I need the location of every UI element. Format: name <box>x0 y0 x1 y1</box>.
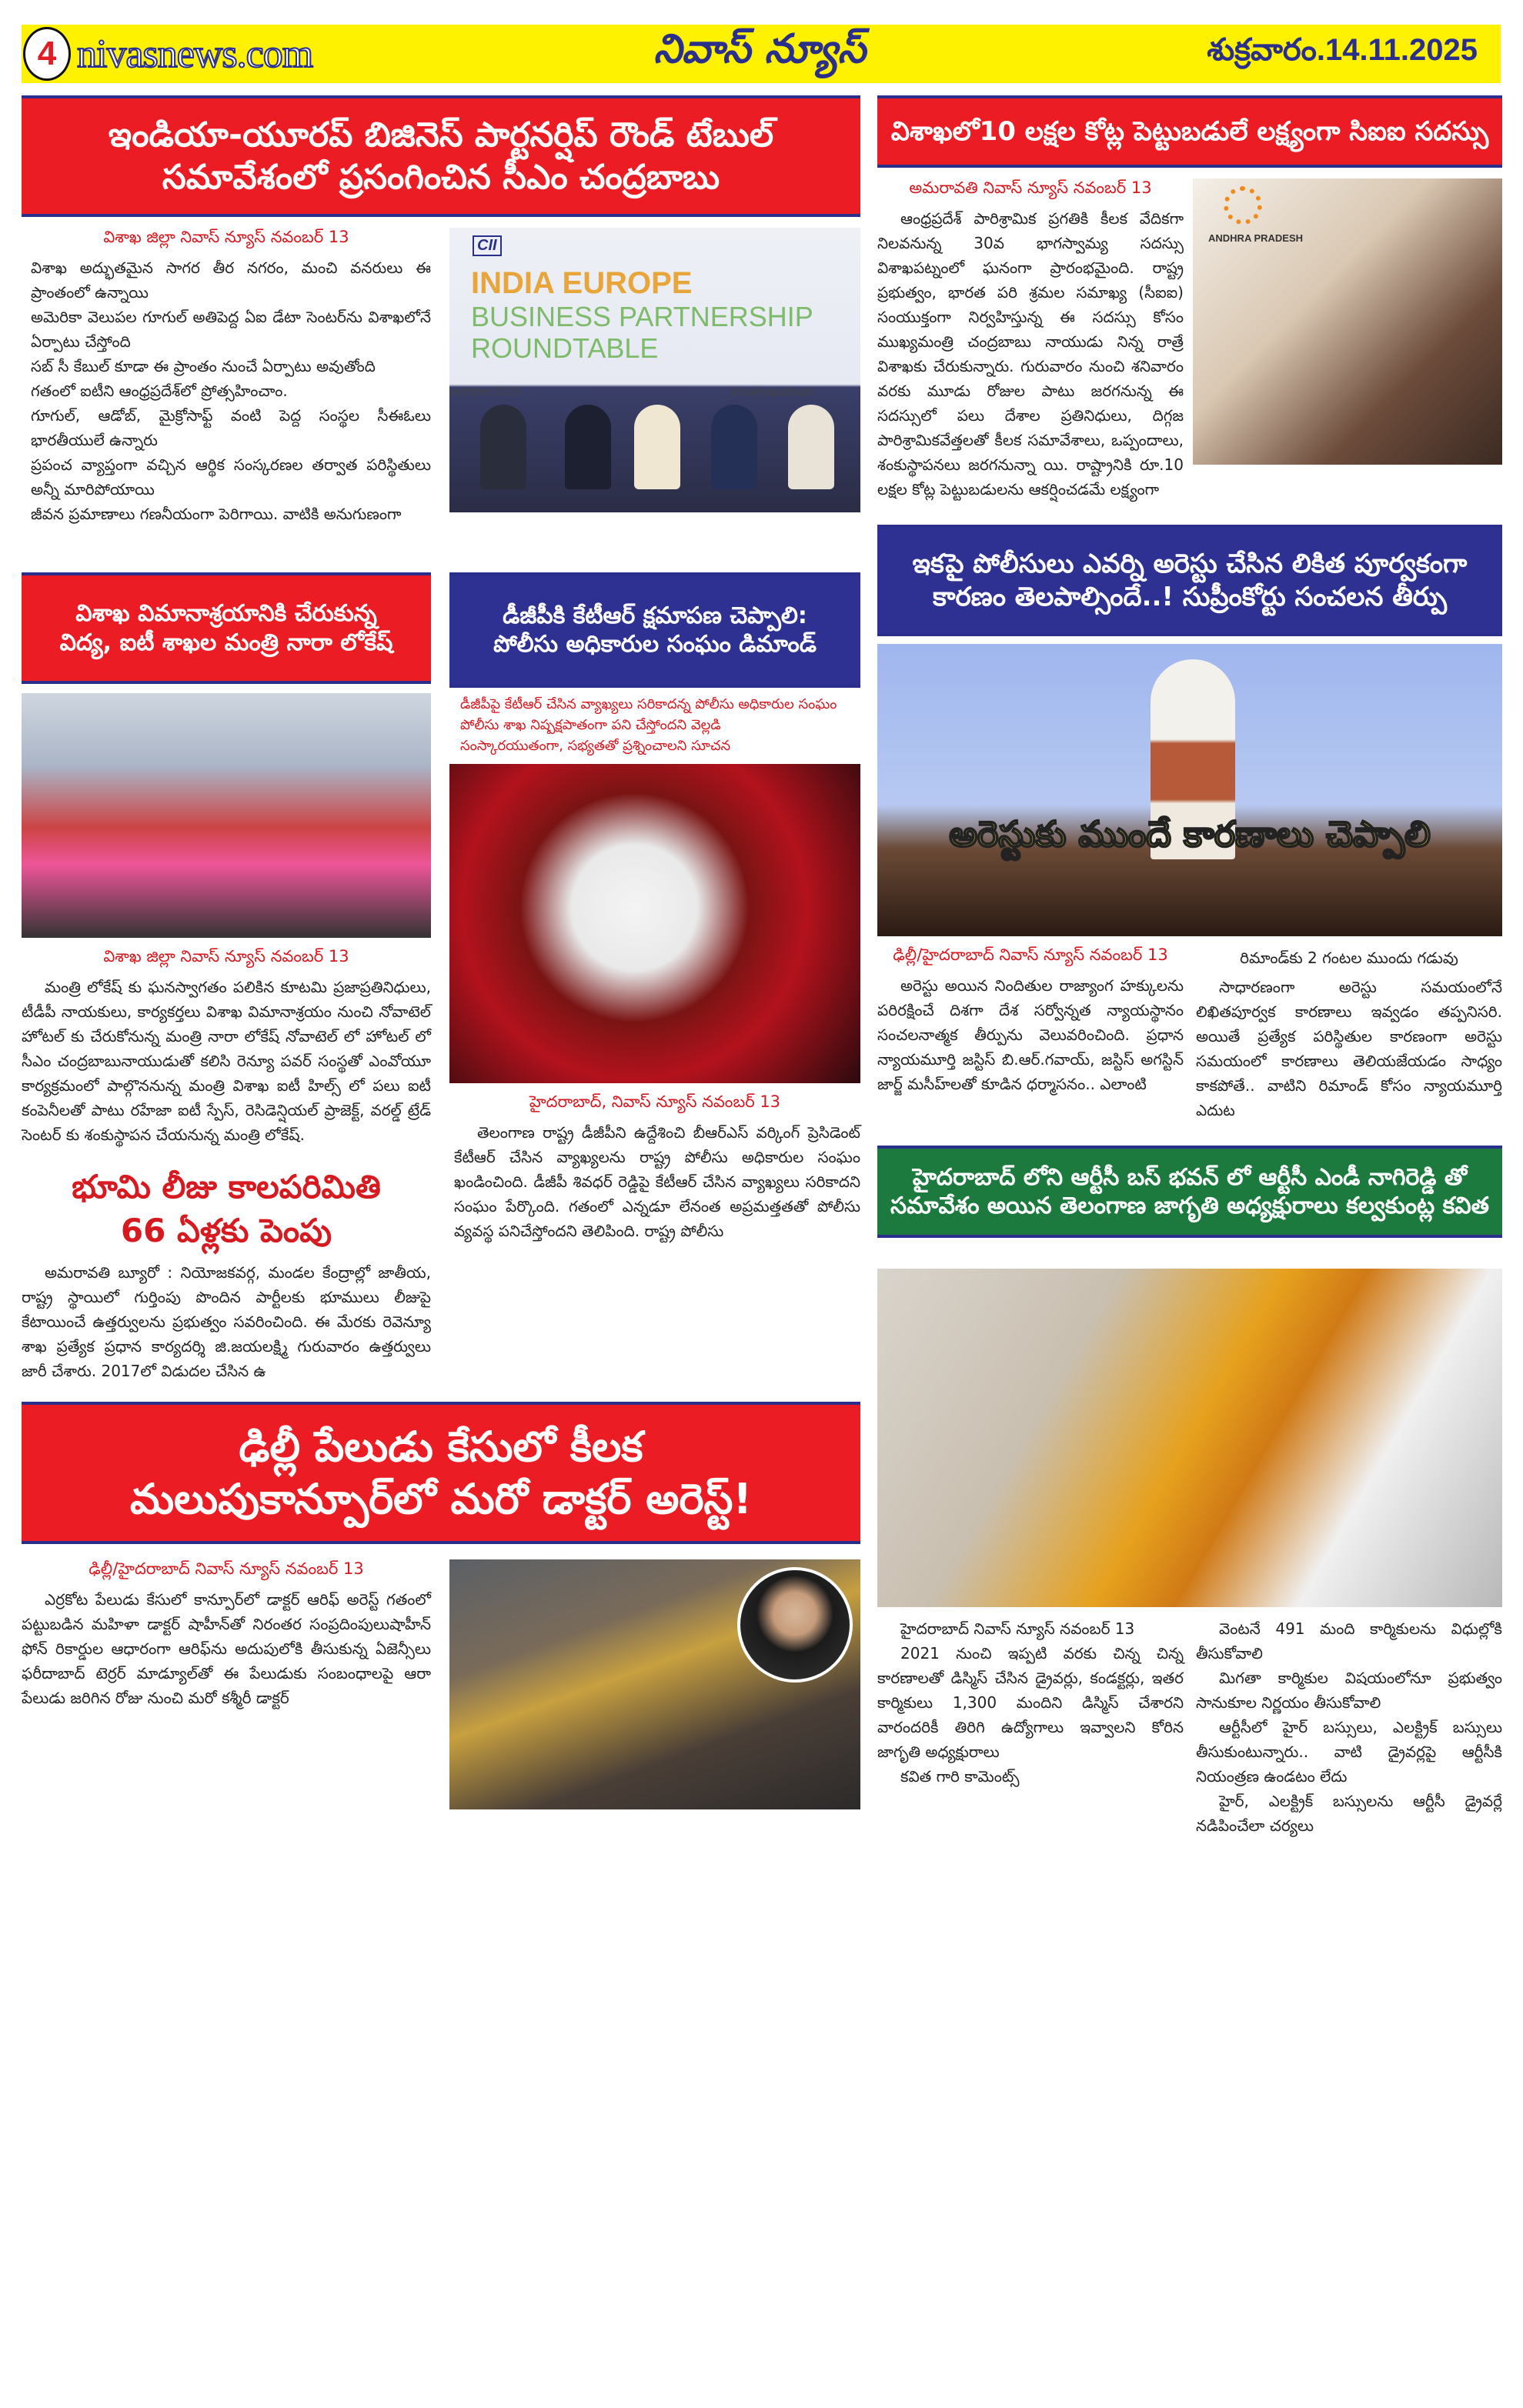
delhi-blast-article <box>22 1559 860 1809</box>
article-body <box>449 1120 860 1243</box>
headline-line: విశాఖ విమానాశ్రయానికి చేరుకున్న <box>75 600 377 627</box>
left-column <box>22 95 860 1809</box>
headline-line: భూమి లీజు కాలపరిమితి <box>72 1168 381 1206</box>
lokesh-welcome-photo <box>22 693 431 938</box>
dateline: అమరావతి నివాస్ న్యూస్ నవంబర్ 13 <box>909 178 1152 197</box>
paragraph: వెంటనే 491 మంది కార్మికులను విధుల్లోకి తీసుకోవాలి <box>1196 1619 1502 1663</box>
headline-line: ఇకపై పోలీసులు ఎవర్ని అరెస్టు చేసిన లికిత పూర్వకంగా <box>912 549 1468 579</box>
person <box>480 405 526 489</box>
article-body <box>22 255 431 526</box>
article-body <box>22 975 431 1147</box>
issue-date: శుక్రవారం.14.11.2025 <box>1207 32 1478 67</box>
headline-land-lease <box>22 1166 431 1252</box>
paragraph: అమరావతి బ్యూరో : నియోజకవర్గ, మండల కేంద్రాల్లో జాతీయ, రాష్ట్ర స్థాయిలో గుర్తింపు పొందిన పార్టీలకు భూములు లీజుపై కేటాయించే ఉత్తర్వులను ప్రభుత్వం సవరించింది. ఈ మేరకు రెవెన్యూ శాఖ ప్రత్యేక ప్రధాన కార్యదర్శి జి.జయలక్ష్మి గురువారం ఉత్తర్వులు జారీ చేశారు. 2017లో విడుదల చేసిన ఉ <box>22 1263 431 1381</box>
paragraph: అరెస్టు అయిన నిందితుల రాజ్యాంగ హక్కులను పరిరక్షించే దిశగా దేశ సర్వోన్నత న్యాయస్థానం సంచలనాత్మక తీర్పును వెలువరించింది. ప్రధాన న్యాయమూర్తి జస్టిస్ బి.ఆర్.గవాయ్, జస్టిస్ అగస్టిన్ జార్జ్ మసీహ్‌లతో కూడిన ధర్మాసనం.. ఎలాంటి <box>877 976 1184 1093</box>
paragraph: మిగతా కార్మికుల విషయంలోనూ ప్రభుత్వం సానుకూల నిర్ణయం తీసుకోవాలి <box>1196 1669 1502 1712</box>
paragraph: కవిత గారి కామెంట్స్ <box>900 1767 1020 1786</box>
headline-line: హైదరాబాద్ లోని ఆర్టీసీ బస్ భవన్ లో ఆర్టీసీ ఎండీ నాగిరెడ్డి తో <box>912 1163 1468 1191</box>
ap-logo-text: ANDHRA PRADESH <box>1208 232 1304 244</box>
article-body <box>877 1616 1184 1789</box>
ktr-column <box>449 572 860 1243</box>
supreme-court-photo <box>877 644 1502 936</box>
supreme-court-article <box>877 946 1502 1122</box>
person <box>634 405 680 489</box>
kavitha-article <box>877 1616 1502 1838</box>
dateline: హైదరాబాద్, నివాస్ న్యూస్ నవంబర్ 13 <box>529 1092 781 1111</box>
article-body <box>1196 1616 1502 1838</box>
paragraph: సాధారణంగా అరెస్టు సమయంలోనే లిఖితపూర్వక కారణాలు ఇవ్వడం తప్పనిసరి. అయితే ప్రత్యేక పరిస్థితుల కారణంగా అరెస్టు సమయంలో కారణాలు తెలియజేయడం సాధ్యం కాకపోతే.. వాటిని రిమాండ్ కోసం న్యాయమూర్తి ఎదుట <box>1196 978 1502 1119</box>
subhead: రిమాండ్‌కు 2 గంటల ముందు గడువు <box>1240 949 1458 967</box>
banner-line: ROUNDTABLE <box>471 332 659 365</box>
subhead: పోలీసు శాఖ నిష్పక్షపాతంగా పని చేస్తోందని వెల్లడి <box>460 717 721 733</box>
banner-date: vember 2025 <box>449 385 522 399</box>
cii-summit-article <box>877 178 1502 502</box>
paragraph: జీవన ప్రమాణాలు గణనీయంగా పెరిగాయి. వాటికి అనుగుణంగా <box>31 505 402 523</box>
article-body <box>877 206 1184 502</box>
suspect-inset-photo <box>737 1567 853 1683</box>
banner-line: BUSINESS PARTNERSHIP <box>471 301 813 332</box>
headline-line: సమావేశంలో ప్రసంగించిన సీఎం చంద్రబాబు <box>162 158 720 197</box>
article-body <box>22 1260 431 1383</box>
headline-ktr <box>449 572 860 688</box>
article-body <box>22 1587 431 1710</box>
person <box>711 405 757 489</box>
subhead: సంస్కారయుతంగా, సభ్యతతో ప్రశ్నించాలని సూచన <box>460 738 731 754</box>
paragraph: విశాఖ అద్భుతమైన సాగర తీర నగరం, మంచి వనరులు ఈ ప్రాంతంలో ఉన్నాయి <box>31 258 431 302</box>
dateline: ఢిల్లీ/హైదరాబాద్ నివాస్ న్యూస్ నవంబర్ 13 <box>89 1559 364 1579</box>
headline-delhi-blast <box>22 1402 860 1544</box>
subheads <box>460 694 860 756</box>
paragraph: ఎర్రకోట పేలుడు కేసులో కాన్పూర్‌లో డాక్టర్ ఆరిఫ్ అరెస్ట్ గతంలో పట్టుబడిన మహిళా డాక్టర్ షాహీన్‌తో నిరంతర సంప్రదింపులుషాహీన్ ఫోన్ రికార్డుల ఆధారంగా ఆరిఫ్‌ను అదుపులోకి తీసుకున్న ఏజెన్సీలు ఫరీదాబాద్ టెర్రర్ మాడ్యూల్‌తో ఈ పేలుడుకు సంబంధాలపై ఆరా పేలుడు జరిగిన రోజు నుంచి మరో కశ్మీరీ డాక్టర్ <box>22 1590 431 1708</box>
headline-supreme-court <box>877 525 1502 636</box>
paragraph: ఆర్టీసీలో హైర్ బస్సులు, ఎలక్ట్రిక్ బస్సులు తీసుకుంటున్నారు.. వాటి డ్రైవర్లపై ఆర్టీసీకి నియంత్రణ ఉండటం లేదు <box>1196 1718 1502 1786</box>
paragraph: సబ్ సీ కేబుల్ కూడా ఈ ప్రాంతం నుంచే ఏర్పాటు అవుతోంది <box>31 357 376 375</box>
middle-articles <box>22 572 860 1383</box>
headline-line: సమావేశం అయిన తెలంగాణ జాగృతి అధ్యక్షురాలు కల్వకుంట్ల కవిత <box>890 1192 1489 1219</box>
roundtable-text-column <box>22 228 431 526</box>
ktr-photo <box>449 764 860 1083</box>
headline-line: డీజీపీకి కేటీఆర్ క్షమాపణ చెప్పాలి: <box>503 602 807 629</box>
headline-cii-summit <box>877 95 1502 168</box>
person <box>565 405 611 489</box>
photo-caption: అరెస్టుకు ముందే కారణాలు చెప్పాలి <box>949 813 1431 855</box>
masthead <box>22 25 1501 83</box>
headline-line: ఇండియా-యూరప్ బిజినెస్ పార్టనర్షిప్ రౌండ్ టేబుల్ <box>108 115 774 155</box>
banner-text: INDIA EUROPE <box>471 266 693 300</box>
roundtable-photo <box>449 228 860 512</box>
site-name: nivasnews.com <box>77 32 313 76</box>
lokesh-column <box>22 572 431 1383</box>
headline-line: కారణం తెలపాల్సిందే..! సుప్రీంకోర్టు సంచలన తీర్పు <box>932 581 1448 612</box>
cii-summit-text-column <box>877 178 1184 502</box>
paragraph: ప్రపంచ వ్యాప్తంగా వచ్చిన ఆర్థిక సంస్కరణల తర్వాత పరిస్థితులు అన్నీ మారిపోయాయి <box>31 455 431 499</box>
headline-cm-roundtable <box>22 95 860 217</box>
headline-line: మలుపుకాన్పూర్‌లో మరో డాక్టర్ అరెస్ట్! <box>129 1474 753 1523</box>
paragraph: తెలంగాణ రాష్ట్ర డీజీపీని ఉద్దేశించి బీఆర్ఎస్ వర్కింగ్ ప్రెసిడెంట్ కేటీఆర్ చేసిన వ్యాఖ్యలను రాష్ట్ర పోలీసు అధికారుల సంఘం ఖండించింది. డీజీపీ శివధర్ రెడ్డిపై కేటీఆర్ చేసిన వ్యాఖ్యలు సరికాదని సంఘం పేర్కొంది. గతంలో ఎన్నడూ లేనంత అప్రమత్తతతో పోలీసు వ్యవస్థ పనిచేస్తోందని తెలిపింది. రాష్ట్ర పోలీసు <box>454 1123 860 1240</box>
page-number: 4 <box>23 27 71 81</box>
headline-line: ఢిల్లీ పేలుడు కేసులో కీలక <box>239 1422 643 1472</box>
headline-line: పోలీసు అధికారుల సంఘం డిమాండ్ <box>493 631 817 658</box>
headline-line: విద్య, ఐటీ శాఖల మంత్రి నారా లోకేష్ <box>59 629 393 656</box>
dateline: విశాఖ జిల్లా నివాస్ న్యూస్ నవంబర్ 13 <box>103 228 349 246</box>
summit-meeting-photo <box>1193 178 1502 465</box>
paragraph: గూగుల్, ఆడోబ్, మైక్రోసాఫ్ట్ వంటి పెద్ద సంస్థల సీఈఓలు భారతీయులే ఉన్నారు <box>31 406 431 449</box>
kavitha-photo <box>877 1269 1502 1607</box>
right-column <box>877 95 1502 1838</box>
supreme-court-column-1 <box>877 946 1184 1096</box>
dateline: విశాఖ జిల్లా నివాస్ న్యూస్ నవంబర్ 13 <box>103 947 349 966</box>
paragraph: ఆంధ్రప్రదేశ్ పారిశ్రామిక ప్రగతికి కీలక వేదికగా నిలవనున్న 30వ భాగస్వామ్య సదస్సు విశాఖపట్నంలో ఘనంగా ప్రారంభమైంది. రాష్ట్ర ప్రభుత్వం, భారత పరి శ్రమల సమాఖ్య (సీఐఐ) సంయుక్తంగా నిర్వహిస్తున్న ఈ సదస్సు కోసం ముఖ్యమంత్రి చంద్రబాబు నాయుడు నిన్న రాత్రే విశాఖకు చేరుకున్నారు. గురువారం నుంచి శనివారం వరకు మూడు రోజుల పాటు జరగనున్న ఈ సదస్సులో పలు దేశాల ప్రతినిధులు, దిగ్గజ పారిశ్రామికవేత్తలతో కీలక సమావేశాలు, ఒప్పందాలు, శంకుస్థాపనలు జరగనున్నా యి. రాష్ట్రానికి రూ.10 లక్షల కోట్ల పెట్టుబడులను ఆకర్షించడమే లక్ష్యంగా <box>877 209 1184 499</box>
headline-line: 66 ఏళ్లకు పెంపు <box>120 1211 332 1249</box>
dateline: ఢిల్లీ/హైదరాబాద్ నివాస్ న్యూస్ నవంబర్ 13 <box>893 946 1168 964</box>
paragraph: హైర్, ఎలక్ట్రిక్ బస్సులను ఆర్టీసీ డ్రైవర్లే నడిపించేలా చర్యలు <box>1196 1792 1502 1835</box>
roundtable-article <box>22 228 860 526</box>
paragraph: మంత్రి లోకేష్ కు ఘనస్వాగతం పలికిన కూటమి ప్రజాప్రతినిధులు, టీడీపీ నాయకులు, కార్యకర్తలు విశాఖ విమానాశ్రయం నుంచి నోవాటెల్ హోటల్ కు చేరుకోనున్న మంత్రి నారా లోకేష్ నోవాటెల్ లో హోటల్ లో సీఎం చంద్రబాబునాయుడుతో కలిసి రెన్యూ పవర్ సంస్థతో ఎంవోయూ కార్యక్రమంలో పాల్గొననున్న మంత్రి విశాఖ ఐటీ హిల్స్ లో పలు ఐటీ కంపెనీలతో పాటు రహేజా ఐటీ స్పేస్, రెసిడెన్షియల్ ప్రాజెక్ట్, వరల్డ్ ట్రేడ్ సెంటర్ కు శంకుస్థాపన చేయనున్న మంత్రి లోకేష్. <box>22 978 431 1144</box>
subhead: డీజీపీపై కేటీఆర్ చేసిన వ్యాఖ్యలు సరికాదన్న పోలీసు అధికారుల సంఘం <box>460 696 837 712</box>
banner-city: Visakhapatnam <box>730 385 814 399</box>
article-body <box>877 973 1184 1096</box>
person <box>788 405 834 489</box>
delhi-blast-text-column <box>22 1559 431 1710</box>
paragraph: 2021 నుంచి ఇప్పటి వరకు చిన్న చిన్న కారణాలతో డిస్మిస్ చేసిన డ్రైవర్లు, కండక్టర్లు, ఇతర కార్మికులు 1,300 మందిని డిస్మిస్ చేశారని వారందరికీ తిరిగి ఉద్యోగాలు ఇవ్వాలని కోరిన జాగృతి అధ్యక్షురాలు <box>877 1644 1184 1761</box>
banner-text <box>471 301 813 365</box>
cii-logo: CII <box>473 235 502 256</box>
supreme-court-column-2 <box>1196 946 1502 1122</box>
ap-logo-icon <box>1224 186 1262 225</box>
headline-lokesh <box>22 572 431 684</box>
headline-line: విశాఖలో10 లక్షల కోట్ల పెట్టుబడులే లక్ష్యంగా సిఐఐ సదస్సు <box>890 115 1489 147</box>
masthead-brand <box>22 27 312 81</box>
dateline: హైదరాబాద్ నివాస్ న్యూస్ నవంబర్ 13 <box>900 1619 1135 1638</box>
headline-kavitha <box>877 1146 1502 1238</box>
paragraph: అమెరికా వెలుపల గూగుల్ అతిపెద్ద ఏఐ డేటా సెంటర్‌ను విశాఖలోనే ఏర్పాటు చేస్తోంది <box>31 308 431 351</box>
paragraph: గతంలో ఐటీని ఆంధ్రప్రదేశ్‌లో ప్రోత్సహించాం. <box>31 382 288 400</box>
paper-name: నివాస్ న్యూస్ <box>653 25 866 72</box>
blast-site-photo <box>449 1559 860 1809</box>
